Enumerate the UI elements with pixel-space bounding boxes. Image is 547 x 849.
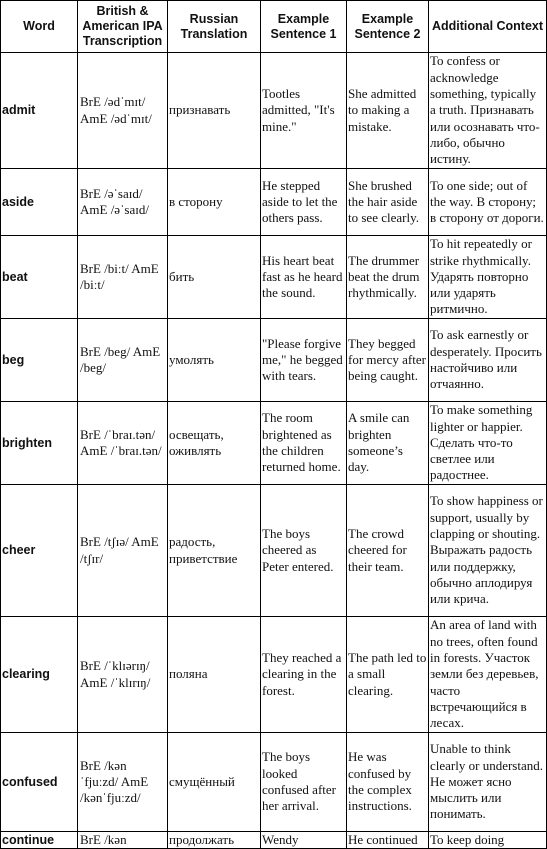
header-context: Additional Context xyxy=(429,1,547,53)
context-cell: To show happiness or support, usually by clapping or shouting. Выражать радость или поддержку, обычно аплодируя или крича. xyxy=(429,485,547,617)
russian-cell: бить xyxy=(168,236,261,319)
context-cell: To hit repeatedly or strike rhythmically. Ударять повторно или ударять ритмично. xyxy=(429,236,547,319)
header-row xyxy=(1,1,547,53)
example1-cell: "Please forgive me," he begged with tears. xyxy=(261,319,347,402)
example2-cell: They begged for mercy after being caught. xyxy=(347,319,429,402)
table-body xyxy=(1,53,547,849)
ipa-cell: BrE /kən ˈfjuːzd/ AmE /kənˈfjuːzd/ xyxy=(78,733,168,832)
russian-cell: смущённый xyxy=(168,733,261,832)
table-row xyxy=(1,733,547,832)
table-header xyxy=(1,1,547,53)
example1-cell: They reached a clearing in the forest. xyxy=(261,617,347,733)
header-word: Word xyxy=(1,1,78,53)
table-row xyxy=(1,617,547,733)
russian-cell: продолжать xyxy=(168,832,261,849)
context-cell: An area of land with no trees, often found in forests. Участок земли без деревьев, часто встречающийся в лесах. xyxy=(429,617,547,733)
context-cell: To make something lighter or happier. Сделать что-то светлее или радостнее. xyxy=(429,402,547,485)
header-example-1: Example Sentence 1 xyxy=(261,1,347,53)
russian-cell: освещать, оживлять xyxy=(168,402,261,485)
ipa-cell: BrE /tʃɪə/ AmE /tʃɪr/ xyxy=(78,485,168,617)
context-cell: To ask earnestly or desperately. Просить настойчиво или отчаянно. xyxy=(429,319,547,402)
word-cell: brighten xyxy=(1,402,78,485)
word-cell: continue xyxy=(1,832,78,849)
word-cell: cheer xyxy=(1,485,78,617)
example1-cell: The boys looked confused after her arrival. xyxy=(261,733,347,832)
header-example-2: Example Sentence 2 xyxy=(347,1,429,53)
table-row xyxy=(1,236,547,319)
context-cell: To keep doing xyxy=(429,832,547,849)
russian-cell: умолять xyxy=(168,319,261,402)
example1-cell: The room brightened as the children returned home. xyxy=(261,402,347,485)
ipa-cell: BrE /beg/ AmE /beg/ xyxy=(78,319,168,402)
example2-cell: The drummer beat the drum rhythmically. xyxy=(347,236,429,319)
word-cell: aside xyxy=(1,169,78,236)
example2-cell: A smile can brighten someone’s day. xyxy=(347,402,429,485)
russian-cell: в сторону xyxy=(168,169,261,236)
russian-cell: радость, приветствие xyxy=(168,485,261,617)
header-ipa: British & American IPA Transcription xyxy=(78,1,168,53)
table-row xyxy=(1,485,547,617)
word-cell: beg xyxy=(1,319,78,402)
ipa-cell: BrE /kən xyxy=(78,832,168,849)
example2-cell: He continued xyxy=(347,832,429,849)
russian-cell: поляна xyxy=(168,617,261,733)
example2-cell: She brushed the hair aside to see clearly. xyxy=(347,169,429,236)
ipa-cell: BrE /ədˈmɪt/ AmE /ədˈmɪt/ xyxy=(78,53,168,169)
table-row xyxy=(1,402,547,485)
header-russian: Russian Translation xyxy=(168,1,261,53)
table-row xyxy=(1,832,547,849)
example2-cell: The path led to a small clearing. xyxy=(347,617,429,733)
word-cell: beat xyxy=(1,236,78,319)
ipa-cell: BrE /ˈbraɪ.tən/ AmE /ˈbraɪ.tən/ xyxy=(78,402,168,485)
word-cell: confused xyxy=(1,733,78,832)
example2-cell: She admitted to making a mistake. xyxy=(347,53,429,169)
context-cell: Unable to think clearly or understand. Не может ясно мыслить или понимать. xyxy=(429,733,547,832)
example1-cell: His heart beat fast as he heard the sound. xyxy=(261,236,347,319)
table-row xyxy=(1,319,547,402)
context-cell: To confess or acknowledge something, typically a truth. Признавать или осознавать что-либо, обычно истину. xyxy=(429,53,547,169)
example2-cell: He was confused by the complex instructions. xyxy=(347,733,429,832)
example1-cell: Wendy xyxy=(261,832,347,849)
word-cell: admit xyxy=(1,53,78,169)
context-cell: To one side; out of the way. В сторону; в сторону от дороги. xyxy=(429,169,547,236)
example1-cell: Tootles admitted, "It's mine." xyxy=(261,53,347,169)
ipa-cell: BrE /ˈklɪərɪŋ/ AmE /ˈklɪrɪŋ/ xyxy=(78,617,168,733)
ipa-cell: BrE /əˈsaɪd/ AmE /əˈsaɪd/ xyxy=(78,169,168,236)
ipa-cell: BrE /biːt/ AmE /biːt/ xyxy=(78,236,168,319)
example1-cell: He stepped aside to let the others pass. xyxy=(261,169,347,236)
russian-cell: признавать xyxy=(168,53,261,169)
example2-cell: The crowd cheered for their team. xyxy=(347,485,429,617)
example1-cell: The boys cheered as Peter entered. xyxy=(261,485,347,617)
table-row xyxy=(1,169,547,236)
word-cell: clearing xyxy=(1,617,78,733)
table-row xyxy=(1,53,547,169)
